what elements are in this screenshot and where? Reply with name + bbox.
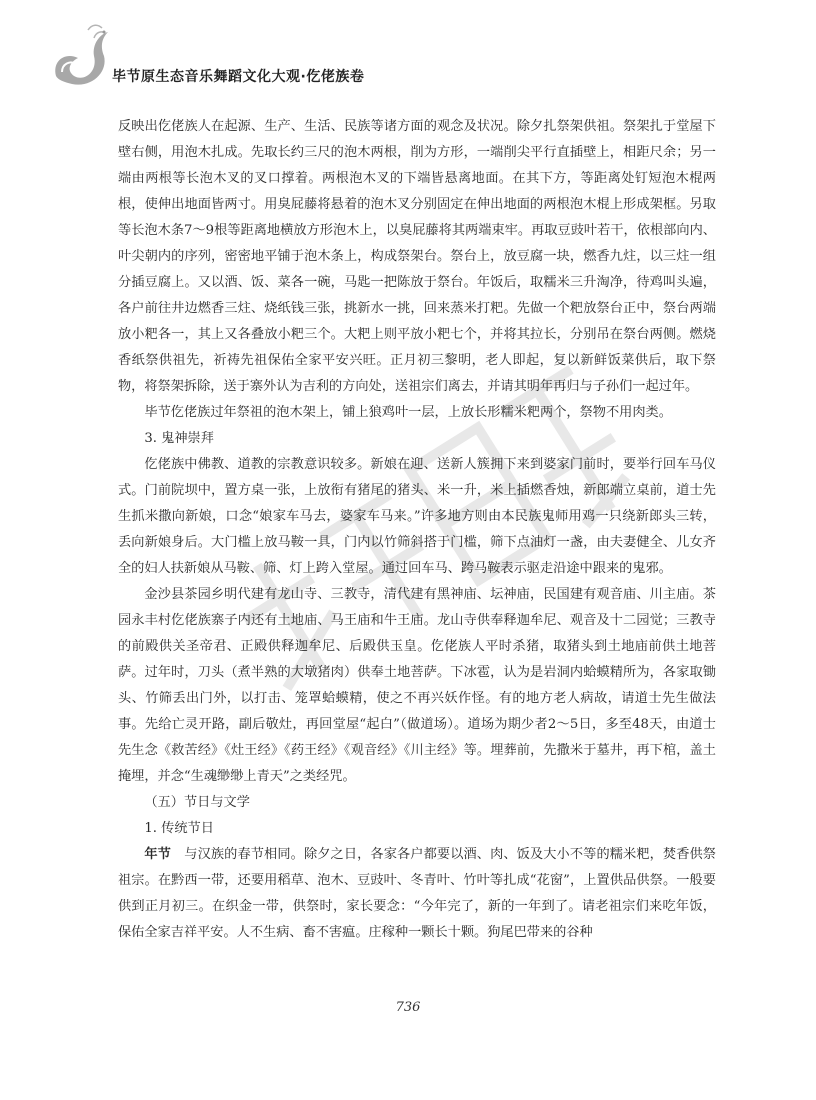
paragraph-wedding-ritual: 仡佬族中佛教、道教的宗教意识较多。新娘在迎、送新人簇拥下来到婆家门前时，要举行回车马仪式。门前院坝中，置方桌一张，上放衔有猪尾的猪头、米一升，米上插燃香烛，新郎端立桌前，道士先生抓米撒向新娘，口念“娘家车马去，婆家车马来。”许多地方则由本民族鬼师用鸡一只绕新郎头三转，丢向新娘身后。大门槛上放马鞍一具，门内以竹筛斜搭于门槛，筛下点油灯一盏，由夫妻健全、儿女齐全的妇人扶新娘从马鞍、筛、灯上跨入堂屋。通过回车马、跨马鞍表示驱走沿途中跟来的鬼邪。 <box>118 457 716 576</box>
swan-logo-icon <box>48 22 114 88</box>
page-header <box>48 22 768 92</box>
term-new-year: 年节 <box>144 847 171 862</box>
paragraph-bijie-offering: 毕节仡佬族过年祭祖的泡木架上，铺上狼鸡叶一层，上放长形糯米粑两个，祭物不用肉类。 <box>144 405 672 420</box>
article-body <box>118 114 716 946</box>
header-title: 毕节原生态音乐舞蹈文化大观·仡佬族卷 <box>112 69 365 85</box>
section-heading-ghost-worship: 3. 鬼神崇拜 <box>144 431 214 446</box>
paragraph-sacrifice-frame: 反映出仡佬族人在起源、生产、生活、民族等诸方面的观念及状况。除夕扎祭架供祖。祭架扎于堂屋下壁右侧，用泡木扎成。先取长约三尺的泡木两根，削为方形，一端削尖平行直插壁上，相距尺余；另一端由两根等长泡木叉的叉口撑着。两根泡木叉的下端皆悬离地面。在其下方，等距离处钉短泡木棍两根，使伸出地面皆两寸。用臭屁藤将悬着的泡木叉分别固定在伸出地面的两根泡木棍上形成架框。另取等长泡木条7～9根等距离地横放方形泡木上，以臭屁藤将其两端束牢。再取豆豉叶若干，依根部向内、叶尖朝内的序列，密密地平铺于泡木条上，构成祭架台。祭台上，放豆腐一块，燃香九炷，以三炷一组分插豆腐上。又以酒、饭、菜各一碗，马匙一把陈放于祭台。年饭后，取糯米三升淘净，待鸡叫头遍，各户前往井边燃香三炷、烧纸钱三张，挑新水一挑，回来蒸米打粑。先做一个粑放祭台正中，祭台两端放小粑各一，其上又各叠放小粑三个。大粑上则平放小粑七个，并将其拉长，分别吊在祭台两侧。燃烧香纸祭供祖先，祈祷先祖保佑全家平安兴旺。正月初三黎明，老人即起，复以新鲜饭菜供后，取下祭物，将祭架拆除，送于寨外认为吉利的方向处，送祖宗们离去，并请其明年再归与子孙们一起过年。 <box>118 119 716 394</box>
section-heading-traditional-festivals: 1. 传统节日 <box>144 821 214 836</box>
new-year-description: 与汉族的春节相同。除夕之日，各家各户都要以酒、肉、饭及大小不等的糯米粑，焚香供祭祖宗。在黔西一带，还要用稻草、泡木、豆豉叶、冬青叶、竹叶等扎成“花窗”，上置供品供祭。一般要供到正月初三。在织金一带，供祭时，家长要念：“今年完了，新的一年到了。请老祖宗们来吃年饭，保佑全家吉祥平安。人不生病、畜不害瘟。庄稼种一颗长十颗。狗尾巴带来的谷种 <box>118 847 716 940</box>
paragraph-new-year <box>118 842 716 946</box>
section-heading-festivals-literature: （五）节日与文学 <box>144 795 250 810</box>
paragraph-temples: 金沙县茶园乡明代建有龙山寺、三教寺，清代建有黑神庙、坛神庙，民国建有观音庙、川主庙。茶园永丰村仡佬族寨子内还有土地庙、马王庙和牛王庙。龙山寺供奉释迦牟尼、观音及十二园觉；三教寺的前殿供关圣帝君、正殿供释迦牟尼、后殿供玉皇。仡佬族人平时杀猪，取猪头到土地庙前供土地菩萨。过年时，刀头（煮半熟的大墩猪肉）供奉土地菩萨。下冰雹，认为是岩洞内蛤蟆精所为，各家取锄头、竹筛丢出门外，以打击、笼罩蛤蟆精，使之不再兴妖作怪。有的地方老人病故，请道士先生做法事。先给亡灵开路，副后敬灶，再回堂屋“起白”（做道场）。道场为期少者2～5日，多至48天，由道士先生念《救苦经》《灶王经》《药王经》《观音经》《川主经》等。埋葬前，先撒米于墓井，再下棺，盖土掩埋，并念“生魂缈缈上青天”之类经咒。 <box>118 587 716 784</box>
page-number: 736 <box>395 1000 421 1015</box>
